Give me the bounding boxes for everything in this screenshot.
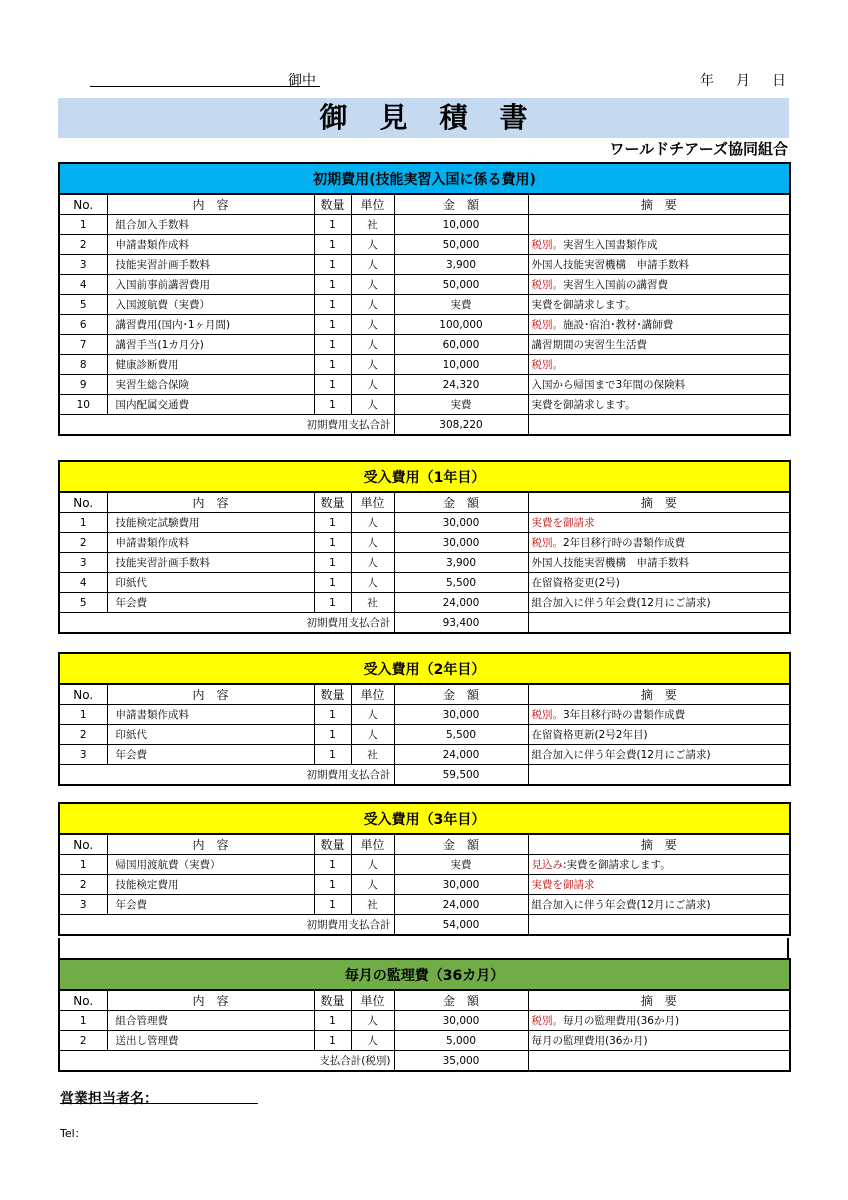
table-row [59, 533, 790, 553]
row-summary [528, 573, 790, 593]
summary-text: 組合加入に伴う年会費(12月にご請求) [531, 749, 711, 761]
row-item: 健康診断費用 [107, 355, 314, 375]
summary-highlight: 実費を御請求 [531, 879, 595, 891]
table-row [59, 553, 790, 573]
table-row [59, 895, 790, 915]
summary-highlight: 税別。 [531, 1015, 563, 1027]
summary-text: 外国人技能実習機構 申請手数料 [531, 557, 689, 569]
row-item: 申請書類作成料 [107, 235, 314, 255]
row-summary [528, 745, 790, 765]
section-table-2 [58, 652, 791, 786]
row-no: 1 [59, 1011, 107, 1031]
row-qty: 1 [314, 335, 351, 355]
row-amount: 24,000 [394, 745, 528, 765]
column-qty: 数量 [314, 684, 351, 705]
row-no: 5 [59, 295, 107, 315]
row-amount: 24,320 [394, 375, 528, 395]
row-no: 3 [59, 895, 107, 915]
row-no: 3 [59, 745, 107, 765]
date-month: 月 [736, 73, 750, 89]
row-unit: 人 [351, 855, 394, 875]
row-unit: 人 [351, 573, 394, 593]
column-summary: 摘 要 [528, 684, 790, 705]
summary-text: 外国人技能実習機構 申請手数料 [531, 259, 689, 271]
column-unit: 単位 [351, 684, 394, 705]
row-qty: 1 [314, 533, 351, 553]
table-row [59, 1011, 790, 1031]
row-item: 技能実習計画手数料 [107, 553, 314, 573]
row-unit: 人 [351, 725, 394, 745]
row-unit: 人 [351, 533, 394, 553]
row-summary [528, 355, 790, 375]
recipient-line [90, 86, 320, 87]
summary-highlight: 税別。 [531, 239, 563, 251]
row-unit: 人 [351, 553, 394, 573]
tel-label: Tel： [60, 1127, 86, 1140]
row-unit: 人 [351, 255, 394, 275]
row-unit: 人 [351, 235, 394, 255]
row-summary [528, 533, 790, 553]
column-qty: 数量 [314, 834, 351, 855]
row-item: 申請書類作成料 [107, 705, 314, 725]
row-summary [528, 895, 790, 915]
table-row [59, 355, 790, 375]
column-unit: 単位 [351, 492, 394, 513]
column-amount: 金 額 [394, 492, 528, 513]
section-title: 受入費用（1年目） [59, 461, 790, 492]
row-qty: 1 [314, 573, 351, 593]
row-summary [528, 593, 790, 613]
column-summary: 摘 要 [528, 492, 790, 513]
summary-highlight: 税別。 [531, 319, 563, 331]
column-content: 内 容 [107, 492, 314, 513]
row-qty: 1 [314, 1011, 351, 1031]
row-qty: 1 [314, 705, 351, 725]
row-item: 帰国用渡航費（実費） [107, 855, 314, 875]
row-no: 8 [59, 355, 107, 375]
row-item: 年会費 [107, 745, 314, 765]
table-row [59, 1031, 790, 1051]
column-unit: 単位 [351, 834, 394, 855]
total-summary-blank [528, 1051, 790, 1072]
row-amount: 5,500 [394, 573, 528, 593]
row-no: 5 [59, 593, 107, 613]
total-summary-blank [528, 415, 790, 436]
row-qty: 1 [314, 255, 351, 275]
column-no: No. [59, 834, 107, 855]
row-amount: 3,900 [394, 255, 528, 275]
total-label: 初期費用支払合計 [59, 613, 394, 634]
table-row [59, 745, 790, 765]
row-qty: 1 [314, 315, 351, 335]
row-no: 9 [59, 375, 107, 395]
total-amount: 59,500 [394, 765, 528, 786]
summary-highlight: 実費を御請求 [531, 517, 595, 529]
total-label: 初期費用支払合計 [59, 415, 394, 436]
row-qty: 1 [314, 855, 351, 875]
summary-highlight: 税別。 [531, 709, 563, 721]
row-item: 技能検定試験費用 [107, 513, 314, 533]
row-unit: 社 [351, 895, 394, 915]
column-unit: 単位 [351, 194, 394, 215]
total-amount: 93,400 [394, 613, 528, 634]
row-unit: 人 [351, 513, 394, 533]
table-row [59, 705, 790, 725]
row-amount: 30,000 [394, 533, 528, 553]
row-no: 10 [59, 395, 107, 415]
summary-text: 在留資格更新(2号2年目) [531, 729, 648, 741]
row-item: 技能検定費用 [107, 875, 314, 895]
row-unit: 人 [351, 355, 394, 375]
row-amount: 30,000 [394, 875, 528, 895]
row-qty: 1 [314, 513, 351, 533]
column-qty: 数量 [314, 990, 351, 1011]
row-unit: 人 [351, 875, 394, 895]
row-summary [528, 395, 790, 415]
row-item: 講習費用(国内･1ヶ月間) [107, 315, 314, 335]
column-content: 内 容 [107, 684, 314, 705]
row-item: 組合管理費 [107, 1011, 314, 1031]
row-amount: 100,000 [394, 315, 528, 335]
row-summary [528, 513, 790, 533]
row-item: 講習手当(1カ月分) [107, 335, 314, 355]
row-amount: 5,000 [394, 1031, 528, 1051]
row-no: 7 [59, 335, 107, 355]
table-row [59, 315, 790, 335]
column-qty: 数量 [314, 194, 351, 215]
row-summary [528, 1031, 790, 1051]
row-amount: 30,000 [394, 705, 528, 725]
row-no: 1 [59, 855, 107, 875]
table-row [59, 593, 790, 613]
row-qty: 1 [314, 395, 351, 415]
row-unit: 人 [351, 395, 394, 415]
row-summary [528, 275, 790, 295]
total-label: 初期費用支払合計 [59, 765, 394, 786]
row-qty: 1 [314, 553, 351, 573]
summary-highlight: 税別。 [531, 537, 563, 549]
row-no: 3 [59, 553, 107, 573]
sales-person-field[interactable] [160, 1103, 258, 1104]
column-no: No. [59, 492, 107, 513]
sales-person-label: 営業担当者名： [60, 1091, 158, 1107]
row-qty: 1 [314, 275, 351, 295]
summary-text: 講習期間の実習生生活費 [531, 339, 647, 351]
row-qty: 1 [314, 215, 351, 235]
table-row [59, 335, 790, 355]
row-summary [528, 315, 790, 335]
section-table-3 [58, 802, 791, 936]
company-name: ワールドチアーズ協同組合 [609, 140, 788, 158]
row-item: 年会費 [107, 895, 314, 915]
row-qty: 1 [314, 593, 351, 613]
row-amount: 24,000 [394, 593, 528, 613]
summary-text: 施設･宿泊･教材･講師費 [563, 319, 674, 331]
section-title: 受入費用（2年目） [59, 653, 790, 684]
summary-text: 毎月の監理費用(36か月) [531, 1035, 648, 1047]
column-amount: 金 額 [394, 684, 528, 705]
row-no: 1 [59, 513, 107, 533]
column-summary: 摘 要 [528, 194, 790, 215]
row-summary [528, 1011, 790, 1031]
row-summary [528, 875, 790, 895]
sales-label-underline [60, 1103, 160, 1104]
row-amount: 実費 [394, 855, 528, 875]
row-unit: 人 [351, 1011, 394, 1031]
summary-text: 3年目移行時の書類作成費 [563, 709, 686, 721]
column-content: 内 容 [107, 194, 314, 215]
summary-text: 2年目移行時の書類作成費 [563, 537, 686, 549]
row-summary [528, 335, 790, 355]
row-summary [528, 705, 790, 725]
table-row [59, 295, 790, 315]
summary-text: 毎月の監理費用(36か月) [563, 1015, 680, 1027]
row-no: 4 [59, 573, 107, 593]
row-no: 1 [59, 705, 107, 725]
row-no: 2 [59, 1031, 107, 1051]
total-label: 初期費用支払合計 [59, 915, 394, 936]
row-summary [528, 725, 790, 745]
section-table-0 [58, 162, 791, 436]
row-no: 2 [59, 235, 107, 255]
row-unit: 社 [351, 215, 394, 235]
column-content: 内 容 [107, 990, 314, 1011]
total-label: 支払合計(税別) [59, 1051, 394, 1072]
spacer-row [58, 938, 789, 958]
column-unit: 単位 [351, 990, 394, 1011]
table-row [59, 215, 790, 235]
summary-text: 実習生入国前の講習費 [563, 279, 668, 291]
row-no: 1 [59, 215, 107, 235]
row-amount: 60,000 [394, 335, 528, 355]
column-content: 内 容 [107, 834, 314, 855]
summary-text: 入国から帰国まで3年間の保険料 [531, 379, 686, 391]
recipient-suffix: 御中 [288, 73, 316, 89]
row-item: 印紙代 [107, 725, 314, 745]
table-row [59, 725, 790, 745]
row-item: 国内配属交通費 [107, 395, 314, 415]
table-row [59, 573, 790, 593]
row-unit: 社 [351, 593, 394, 613]
row-summary [528, 855, 790, 875]
section-title: 毎月の監理費（36カ月） [59, 959, 790, 990]
summary-highlight: 見込み [531, 859, 563, 871]
column-amount: 金 額 [394, 194, 528, 215]
row-qty: 1 [314, 235, 351, 255]
row-amount: 50,000 [394, 235, 528, 255]
table-row [59, 513, 790, 533]
section-title: 受入費用（3年目） [59, 803, 790, 834]
table-row [59, 875, 790, 895]
summary-highlight: 税別。 [531, 279, 563, 291]
row-item: 組合加入手数料 [107, 215, 314, 235]
row-unit: 人 [351, 295, 394, 315]
row-amount: 3,900 [394, 553, 528, 573]
summary-text: :実費を御請求します。 [563, 859, 671, 871]
row-amount: 実費 [394, 295, 528, 315]
row-unit: 人 [351, 335, 394, 355]
row-amount: 30,000 [394, 1011, 528, 1031]
row-unit: 人 [351, 705, 394, 725]
section-title: 初期費用(技能実習入国に係る費用) [59, 163, 790, 194]
row-unit: 人 [351, 375, 394, 395]
row-summary [528, 375, 790, 395]
table-row [59, 275, 790, 295]
row-amount: 24,000 [394, 895, 528, 915]
row-item: 送出し管理費 [107, 1031, 314, 1051]
row-qty: 1 [314, 745, 351, 765]
table-row [59, 235, 790, 255]
row-qty: 1 [314, 375, 351, 395]
row-no: 2 [59, 725, 107, 745]
total-summary-blank [528, 765, 790, 786]
row-summary [528, 235, 790, 255]
section-table-1 [58, 460, 791, 634]
row-qty: 1 [314, 1031, 351, 1051]
row-qty: 1 [314, 725, 351, 745]
date-year: 年 [700, 73, 714, 89]
summary-text: 実費を御請求します。 [531, 399, 636, 411]
row-item: 年会費 [107, 593, 314, 613]
row-qty: 1 [314, 295, 351, 315]
row-amount: 30,000 [394, 513, 528, 533]
summary-text: 在留資格変更(2号) [531, 577, 620, 589]
summary-text: 実費を御請求します。 [531, 299, 636, 311]
row-no: 3 [59, 255, 107, 275]
summary-highlight: 税別。 [531, 359, 563, 371]
row-unit: 人 [351, 1031, 394, 1051]
column-amount: 金 額 [394, 834, 528, 855]
row-amount: 50,000 [394, 275, 528, 295]
summary-text: 組合加入に伴う年会費(12月にご請求) [531, 899, 711, 911]
row-summary [528, 295, 790, 315]
total-amount: 54,000 [394, 915, 528, 936]
row-summary [528, 553, 790, 573]
row-no: 6 [59, 315, 107, 335]
column-summary: 摘 要 [528, 990, 790, 1011]
row-no: 2 [59, 875, 107, 895]
row-item: 入国渡航費（実費） [107, 295, 314, 315]
row-summary [528, 255, 790, 275]
date-day: 日 [772, 73, 786, 89]
row-item: 実習生総合保険 [107, 375, 314, 395]
row-no: 2 [59, 533, 107, 553]
total-summary-blank [528, 915, 790, 936]
column-qty: 数量 [314, 492, 351, 513]
row-summary [528, 215, 790, 235]
summary-text: 実習生入国書類作成 [563, 239, 658, 251]
total-summary-blank [528, 613, 790, 634]
column-no: No. [59, 194, 107, 215]
row-unit: 人 [351, 275, 394, 295]
column-amount: 金 額 [394, 990, 528, 1011]
table-row [59, 255, 790, 275]
total-amount: 35,000 [394, 1051, 528, 1072]
column-no: No. [59, 990, 107, 1011]
row-amount: 実費 [394, 395, 528, 415]
table-row [59, 395, 790, 415]
row-item: 技能実習計画手数料 [107, 255, 314, 275]
section-table-4 [58, 958, 791, 1072]
row-unit: 社 [351, 745, 394, 765]
row-qty: 1 [314, 875, 351, 895]
row-no: 4 [59, 275, 107, 295]
summary-text: 組合加入に伴う年会費(12月にご請求) [531, 597, 711, 609]
row-item: 入国前事前講習費用 [107, 275, 314, 295]
row-amount: 10,000 [394, 355, 528, 375]
total-amount: 308,220 [394, 415, 528, 436]
row-item: 申請書類作成料 [107, 533, 314, 553]
row-item: 印紙代 [107, 573, 314, 593]
column-summary: 摘 要 [528, 834, 790, 855]
table-row [59, 855, 790, 875]
row-qty: 1 [314, 895, 351, 915]
table-row [59, 375, 790, 395]
row-amount: 10,000 [394, 215, 528, 235]
document-title: 御見積書 [319, 101, 560, 134]
column-no: No. [59, 684, 107, 705]
row-amount: 5,500 [394, 725, 528, 745]
row-unit: 人 [351, 315, 394, 335]
row-qty: 1 [314, 355, 351, 375]
